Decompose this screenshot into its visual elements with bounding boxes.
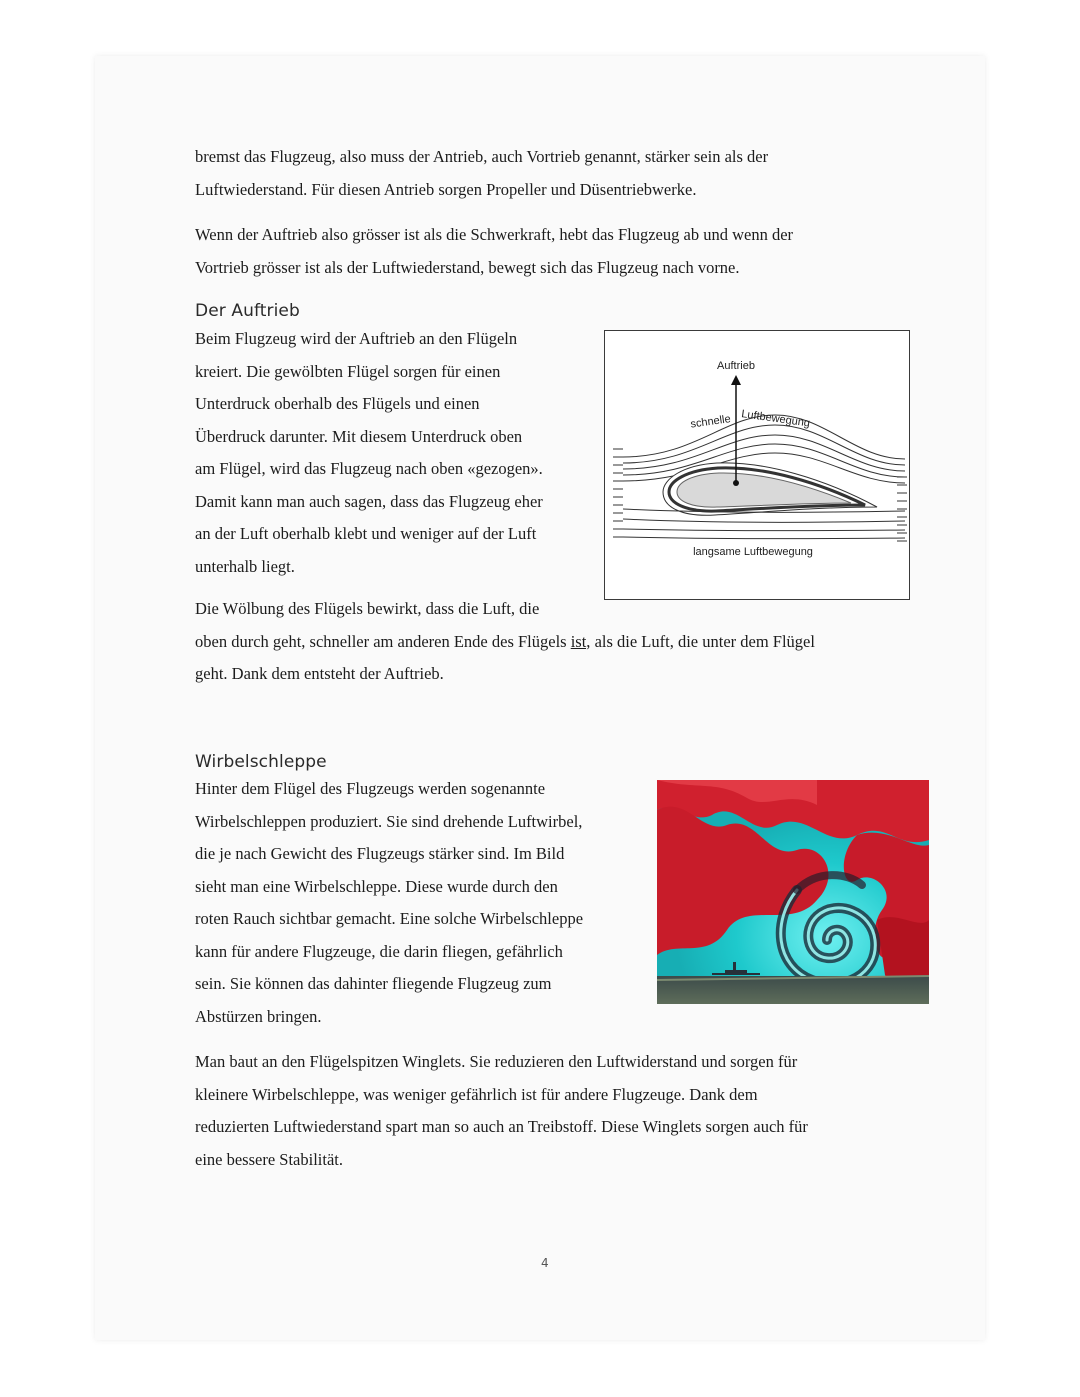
page-number: 4 — [541, 1256, 549, 1270]
text-line: an der Luft oberhalb klebt und weniger auf der Luft — [195, 524, 537, 543]
airfoil-diagram-svg — [605, 331, 908, 598]
underlined-word: ist, — [570, 631, 591, 651]
outflow-arrows — [897, 477, 907, 541]
text-line: sieht man eine Wirbelschleppe. Diese wurde durch den — [195, 876, 558, 896]
text-line: kreiert. Die gewölbten Flügel sorgen für einen — [195, 361, 501, 381]
text-line: oben durch geht, schneller am anderen Ende des Flügels — [195, 631, 571, 651]
text-line: roten Rauch sichtbar gemacht. Eine solche Wirbelschleppe — [195, 909, 584, 928]
text-line: unterhalb liegt. — [195, 556, 295, 576]
text-line: Man baut an den Flügelspitzen Winglets. Sie reduzieren den Luftwiderstand und sorgen für — [195, 1052, 798, 1071]
text-line: Wirbelschleppen produziert. Sie sind drehende Luftwirbel, — [195, 811, 583, 831]
label-langsame-luftbewegung: langsame Luftbewegung — [693, 546, 813, 558]
intro-paragraph-1 — [195, 141, 905, 206]
intro-paragraph-2 — [195, 219, 905, 284]
lift-arrow-head — [731, 375, 741, 385]
wake-vortex-photo — [657, 780, 929, 1004]
text-line: Überdruck darunter. Mit diesem Unterdruck oben — [195, 426, 523, 446]
text-line: Wenn der Auftrieb also grösser ist als die Schwerkraft, hebt das Flugzeug ab und wenn der — [195, 225, 794, 244]
text-line: sein. Sie können das dahinter fliegende Flugzeug zum — [195, 974, 552, 993]
text-line: Hinter dem Flügel des Flugzeugs werden sogenannte — [195, 779, 546, 798]
text-line: Abstürzen bringen. — [195, 1006, 322, 1026]
text-line: kleinere Wirbelschleppe, was weniger gefährlich ist für andere Flugzeuge. Dank dem — [195, 1084, 758, 1104]
section-heading-auftrieb: Der Auftrieb — [195, 301, 300, 321]
label-schnelle: schnelle — [689, 413, 732, 431]
text-line: reduzierten Luftwiederstand spart man so auch an Treibstoff. Diese Winglets sorgen auch für — [195, 1117, 808, 1136]
section-heading-wirbelschleppe: Wirbelschleppe — [195, 752, 327, 772]
auftrieb-paragraph — [195, 323, 595, 583]
winglets-paragraph — [195, 1046, 905, 1176]
text-line: Die Wölbung des Flügels bewirkt, dass die Luft, die — [195, 599, 540, 618]
text-line: Damit kann man auch sagen, dass das Flugzeug eher — [195, 491, 543, 511]
text-line: die je nach Gewicht des Flugzeugs stärker sind. Im Bild — [195, 844, 565, 863]
text-line: eine bessere Stabilität. — [195, 1149, 343, 1169]
text-line: Luftwiederstand. Für diesen Antrieb sorgen Propeller und Düsentriebwerke. — [195, 179, 697, 199]
streamlines-lower — [623, 509, 905, 539]
wake-vortex-photo-svg — [657, 780, 929, 1004]
inflow-arrows — [613, 449, 623, 537]
text-line: kann für andere Flugzeuge, die darin fliegen, gefährlich — [195, 941, 563, 961]
text-line: Unterdruck oberhalb des Flügels und einen — [195, 394, 480, 413]
label-auftrieb: Auftrieb — [717, 360, 755, 372]
text-line: Beim Flugzeug wird der Auftrieb an den Flügeln — [195, 329, 518, 348]
wirbelschleppe-paragraph — [195, 773, 645, 1033]
text-line: bremst das Flugzeug, also muss der Antrieb, auch Vortrieb genannt, stärker sein als der — [195, 147, 769, 166]
text-line: als die Luft, die unter dem Flügel — [590, 631, 815, 651]
text-line: geht. Dank dem entsteht der Auftrieb. — [195, 664, 444, 683]
text-line: Vortrieb grösser ist als der Luftwiederstand, bewegt sich das Flugzeug nach vorne. — [195, 257, 740, 277]
airfoil-diagram — [604, 330, 910, 600]
center-of-pressure-dot — [733, 480, 739, 486]
text-line: am Flügel, wird das Flugzeug nach oben «gezogen». — [195, 459, 543, 478]
label-luftbewegung: Luftbewegung — [740, 408, 811, 430]
auftrieb-explanation — [195, 593, 905, 691]
